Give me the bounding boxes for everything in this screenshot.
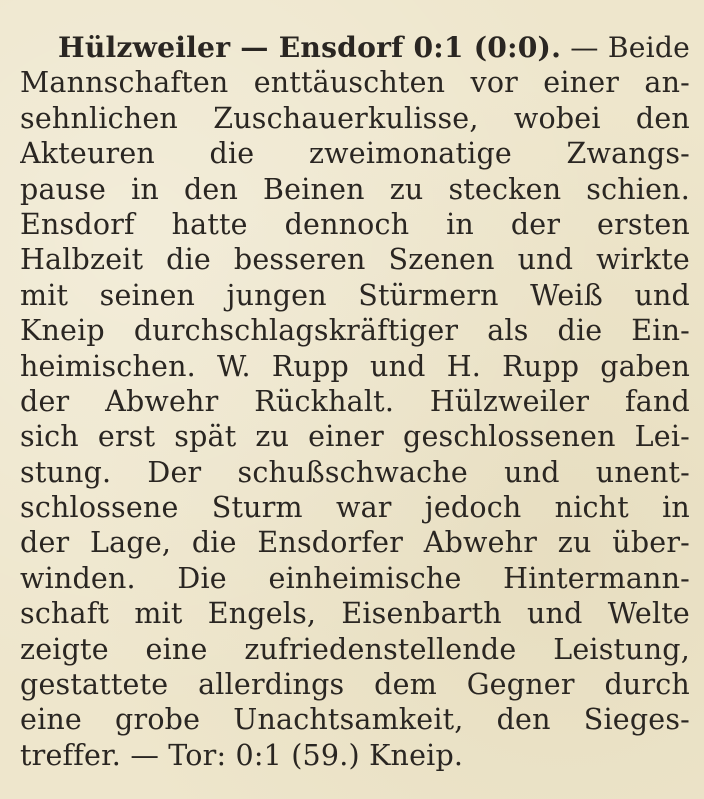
- article-line: Ensdorf hatte dennoch in der ersten: [20, 207, 690, 241]
- article-line: Halbzeit die besseren Szenen und wirkte: [20, 243, 690, 277]
- article-line: schlossene Sturm war jedoch nicht in: [20, 491, 690, 525]
- article-line: Mannschaften enttäuschten vor einer an-: [20, 66, 690, 100]
- article-line: gestattete allerdings dem Gegner durch: [20, 668, 690, 702]
- article-line: pause in den Beinen zu stecken schien.: [20, 172, 690, 206]
- article-line: sehnlichen Zuschauerkulisse, wobei den: [20, 101, 690, 135]
- article-line: der Lage, die Ensdorfer Abwehr zu über-: [20, 526, 690, 560]
- article-line: heimischen. W. Rupp und H. Rupp gaben: [20, 349, 690, 383]
- article-line: Akteuren die zweimonatige Zwangs-: [20, 137, 690, 171]
- headline-continuation: — Beide: [570, 31, 690, 64]
- match-report: [20, 30, 690, 773]
- match-headline: Hülzweiler — Ensdorf 0:1 (0:0).: [58, 31, 562, 64]
- article-line: schaft mit Engels, Eisenbarth und Welte: [20, 597, 690, 631]
- article-line: Kneip durchschlagskräftiger als die Ein-: [20, 314, 690, 348]
- article-line: stung. Der schußschwache und unent-: [20, 455, 690, 489]
- article-line: sich erst spät zu einer geschlossenen Lei-: [20, 420, 690, 454]
- article-first-line: [20, 30, 690, 65]
- article-line: winden. Die einheimische Hintermann-: [20, 561, 690, 595]
- article-line: der Abwehr Rückhalt. Hülzweiler fand: [20, 384, 690, 418]
- article-line: eine grobe Unachtsamkeit, den Sieges-: [20, 703, 690, 737]
- article-last-line: treffer. — Tor: 0:1 (59.) Kneip.: [20, 738, 464, 772]
- article-line: mit seinen jungen Stürmern Weiß und: [20, 278, 690, 312]
- article-line: zeigte eine zufriedenstellende Leistung,: [20, 632, 690, 666]
